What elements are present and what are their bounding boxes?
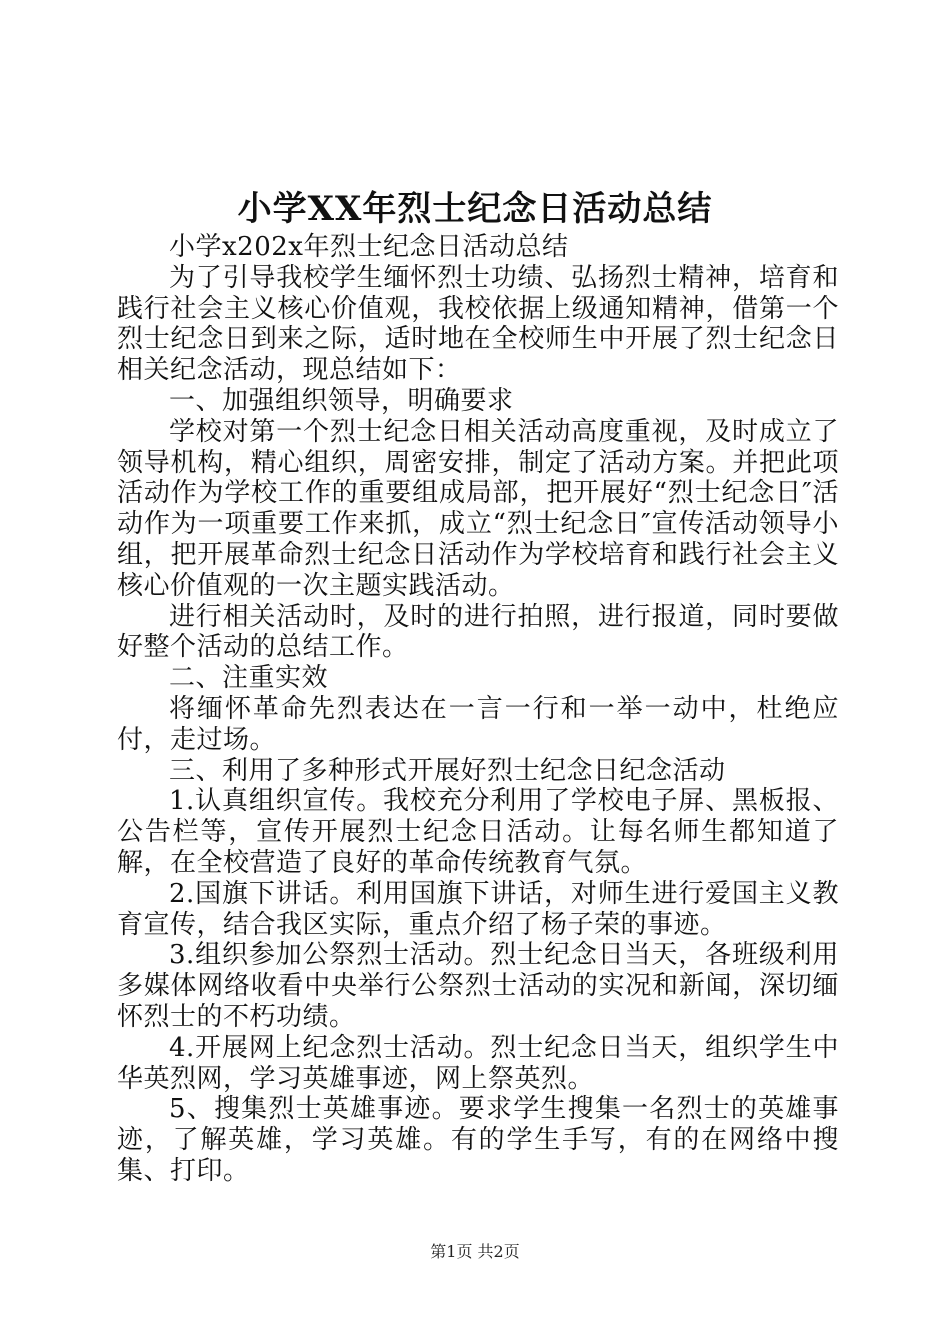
page-footer: 第1页 共2页 [430,1242,520,1261]
paragraph-intro: 为了引导我校学生缅怀烈士功绩、弘扬烈士精神，培育和践行社会主义核心价值观，我校依据上级通知精神，借第一个烈士纪念日到来之际，适时地在全校师生中开展了烈士纪念日相关纪念活动，现总结如下： [117,262,839,386]
paragraph-section-1: 学校对第一个烈士纪念日相关活动高度重视，及时成立了领导机构，精心组织，周密安排，制定了活动方案。并把此项活动作为学校工作的重要组成局部，把开展好“烈士纪念日″活动作为一项重要工作来抓，成立“烈士纪念日″宣传活动领导小组，把开展革命烈士纪念日活动作为学校培育和践行社会主义核心价值观的一次主题实践活动。 [117,416,839,601]
list-item-2: 2.国旗下讲话。利用国旗下讲话，对师生进行爱国主义教育宣传，结合我区实际，重点介绍了杨子荣的事迹。 [117,878,839,940]
section-heading-3: 三、利用了多种形式开展好烈士纪念日纪念活动 [169,755,726,786]
section-heading-2: 二、注重实效 [169,663,329,694]
list-item-5: 5、搜集烈士英雄事迹。要求学生搜集一名烈士的英雄事迹，了解英雄，学习英雄。有的学生手写，有的在网络中搜集、打印。 [117,1094,839,1186]
paragraph-subtitle: 小学x202x年烈士纪念日活动总结 [169,232,569,262]
section-heading-1: 一、加强组织领导，明确要求 [169,385,514,416]
document-title: 小学XX年烈士纪念日活动总结 [237,189,713,229]
list-item-4: 4.开展网上纪念烈士活动。烈士纪念日当天，组织学生中华英烈网，学习英雄事迹，网上祭英烈。 [117,1032,839,1094]
paragraph-section-2: 将缅怀革命先烈表达在一言一行和一举一动中，杜绝应付，走过场。 [117,693,839,755]
paragraph-section-1-followup: 进行相关活动时，及时的进行拍照，进行报道，同时要做好整个活动的总结工作。 [117,601,839,663]
list-item-1: 1.认真组织宣传。我校充分利用了学校电子屏、黑板报、公告栏等，宣传开展烈士纪念日活动。让每名师生都知道了解，在全校营造了良好的革命传统教育气氛。 [117,786,839,878]
list-item-3: 3.组织参加公祭烈士活动。烈士纪念日当天，各班级利用多媒体网络收看中央举行公祭烈士活动的实况和新闻，深切缅怀烈士的不朽功绩。 [117,940,839,1032]
document-body [117,232,839,1187]
